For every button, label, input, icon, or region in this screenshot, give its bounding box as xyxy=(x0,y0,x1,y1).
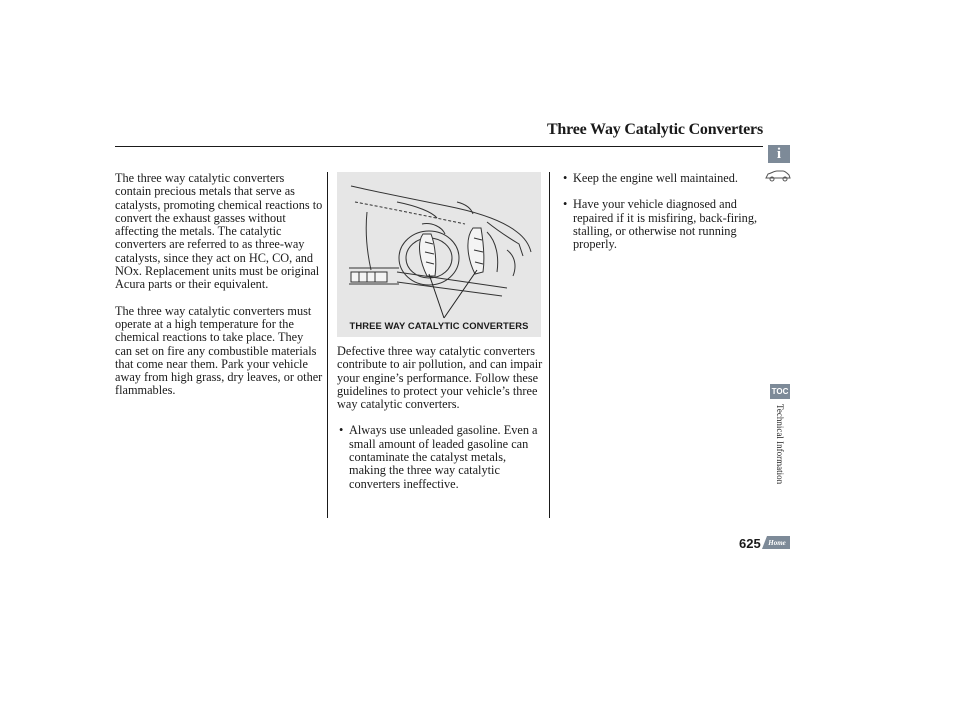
list-item xyxy=(339,424,545,490)
home-button[interactable] xyxy=(761,535,791,550)
column-right xyxy=(563,172,758,251)
title-divider xyxy=(115,146,763,147)
list-item-text: Keep the engine well maintained. xyxy=(573,171,738,185)
home-icon xyxy=(761,535,791,550)
column-divider xyxy=(549,172,550,518)
engine-illustration xyxy=(337,172,541,320)
catalytic-converter-figure xyxy=(337,172,541,337)
home-label: Home xyxy=(768,539,786,547)
toc-button[interactable]: TOC xyxy=(770,384,790,399)
page-number: 625 xyxy=(739,536,761,551)
guideline-list xyxy=(337,424,545,490)
list-item-text: Have your vehicle diagnosed and repaired if it is misfiring, back-firing, stalling, or otherwise not running properly. xyxy=(573,197,758,252)
guideline-list xyxy=(563,172,758,251)
column-divider xyxy=(327,172,328,518)
info-icon[interactable]: i xyxy=(768,145,790,163)
paragraph-high-temperature: The three way catalytic converters must operate at a high temperature for the chemical reactions to take place. They can set on fire any combustible materials that come near them. Park your vehicle away from high grass, dry leaves, or other flammables. xyxy=(115,303,323,398)
bullet-icon: • xyxy=(339,423,344,438)
bullet-icon: • xyxy=(563,197,568,212)
paragraph-defective: Defective three way catalytic converters contribute to air pollution, and can impair your engine’s performance. Follow these guidelines to protect your vehicle’s three way catalytic converters. xyxy=(337,344,543,412)
list-item xyxy=(563,172,758,185)
figure-caption: THREE WAY CATALYTIC CONVERTERS xyxy=(349,320,529,331)
column-left xyxy=(115,172,323,398)
column-middle xyxy=(337,345,545,491)
paragraph-precious-metals: The three way catalytic converters contain precious metals that serve as catalysts, promoting chemical reactions to convert the exhaust gasses without affecting the metals. The catalytic converters are referred to as three-way catalysts, since they act on HC, CO, and NOx. Replacement units must be original Acura parts or their equivalent. xyxy=(115,171,323,292)
vehicle-icon[interactable] xyxy=(764,167,792,184)
section-label: Technical Information xyxy=(775,404,785,485)
list-item-text: Always use unleaded gasoline. Even a small amount of leaded gasoline can contaminate the catalyst metals, making the three way catalytic converters ineffective. xyxy=(349,423,538,491)
list-item xyxy=(563,198,758,251)
car-outline-icon xyxy=(764,167,792,184)
page-title: Three Way Catalytic Converters xyxy=(546,121,763,138)
bullet-icon: • xyxy=(563,171,568,185)
